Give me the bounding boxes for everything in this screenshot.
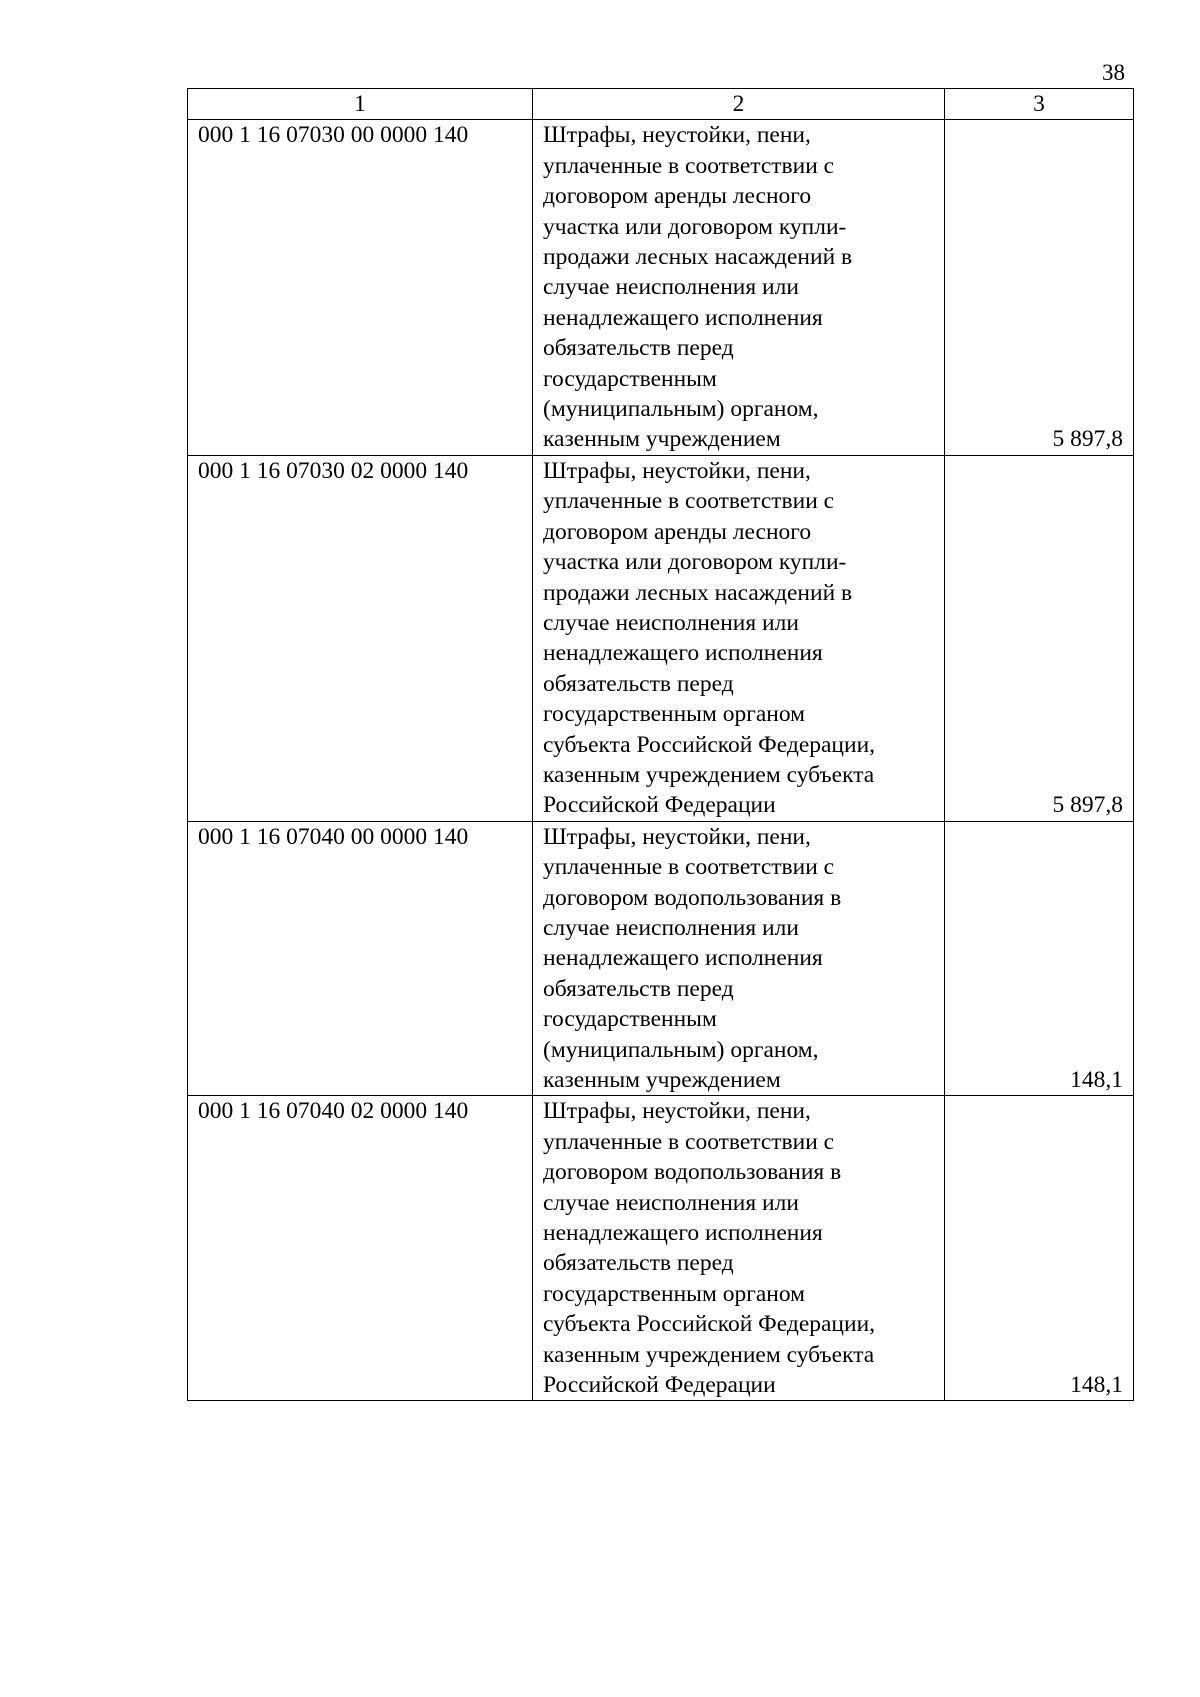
- description-line: договором аренды лесного: [543, 518, 812, 545]
- description-line: случае неисполнения или: [543, 274, 799, 301]
- description-line: договором водопользования в: [543, 1159, 842, 1186]
- amount-cell: 148,1: [945, 821, 1134, 1096]
- description-line: государственным: [543, 1006, 717, 1033]
- description-line: (муниципальным) органом,: [543, 1036, 819, 1063]
- description-line: ненадлежащего исполнения: [543, 304, 823, 331]
- description-line: уплаченные в соответствии с: [543, 854, 835, 881]
- budget-code-cell: 000 1 16 07040 00 0000 140: [188, 821, 533, 1096]
- description-line: Штрафы, неустойки, пени,: [543, 457, 811, 484]
- description-line: казенным учреждением: [543, 426, 781, 453]
- budget-code-cell: 000 1 16 07030 00 0000 140: [188, 120, 533, 455]
- amount-cell: 5 897,8: [945, 120, 1134, 455]
- description-line: обязательств перед: [543, 335, 734, 362]
- table-row: [188, 455, 1134, 821]
- description-line: ненадлежащего исполнения: [543, 1220, 823, 1247]
- description-line: продажи лесных насаждений в: [543, 579, 853, 606]
- column-header: 1: [188, 89, 533, 120]
- description-line: государственным органом: [543, 701, 806, 728]
- description-line: казенным учреждением: [543, 1067, 781, 1093]
- description-line: участка или договором купли-: [543, 213, 847, 240]
- description-line: Штрафы, неустойки, пени,: [543, 122, 811, 149]
- table-row: [188, 120, 1134, 455]
- description-line: Российской Федерации: [543, 1372, 776, 1399]
- description-line: уплаченные в соответствии с: [543, 152, 835, 179]
- table-header-row: [188, 89, 1134, 120]
- column-header: 2: [533, 89, 945, 120]
- description-line: договором аренды лесного: [543, 183, 812, 210]
- description-line: уплаченные в соответствии с: [543, 488, 835, 515]
- budget-code-cell: 000 1 16 07040 02 0000 140: [188, 1096, 533, 1401]
- column-header: 3: [945, 89, 1134, 120]
- description-line: договором водопользования в: [543, 884, 842, 911]
- amount-cell: 5 897,8: [945, 455, 1134, 821]
- description-line: субъекта Российской Федерации,: [543, 1311, 876, 1338]
- description-line: государственным органом: [543, 1280, 806, 1307]
- description-cell: [533, 821, 945, 1096]
- table-row: [188, 1096, 1134, 1401]
- table-row: [188, 821, 1134, 1096]
- description-line: случае неисполнения или: [543, 609, 799, 636]
- description-line: обязательств перед: [543, 975, 734, 1002]
- description-line: (муниципальным) органом,: [543, 396, 819, 423]
- description-line: казенным учреждением субъекта: [543, 1341, 875, 1368]
- description-cell: [533, 120, 945, 455]
- description-line: ненадлежащего исполнения: [543, 640, 823, 667]
- budget-table: [187, 88, 1134, 1401]
- description-line: случае неисполнения или: [543, 914, 799, 941]
- description-cell: [533, 1096, 945, 1401]
- description-cell: [533, 455, 945, 821]
- description-line: Штрафы, неустойки, пени,: [543, 823, 811, 850]
- description-line: участка или договором купли-: [543, 549, 847, 576]
- budget-code-cell: 000 1 16 07030 02 0000 140: [188, 455, 533, 821]
- description-line: уплаченные в соответствии с: [543, 1128, 835, 1155]
- description-line: Российской Федерации: [543, 792, 776, 819]
- description-line: продажи лесных насаждений в: [543, 244, 853, 271]
- description-line: субъекта Российской Федерации,: [543, 731, 876, 758]
- description-line: ненадлежащего исполнения: [543, 945, 823, 972]
- description-line: случае неисполнения или: [543, 1189, 799, 1216]
- description-line: обязательств перед: [543, 1250, 734, 1277]
- description-line: обязательств перед: [543, 670, 734, 697]
- page-number: 38: [1102, 60, 1125, 85]
- amount-cell: 148,1: [945, 1096, 1134, 1401]
- description-line: Штрафы, неустойки, пени,: [543, 1098, 811, 1125]
- description-line: государственным: [543, 365, 717, 392]
- description-line: казенным учреждением субъекта: [543, 761, 875, 788]
